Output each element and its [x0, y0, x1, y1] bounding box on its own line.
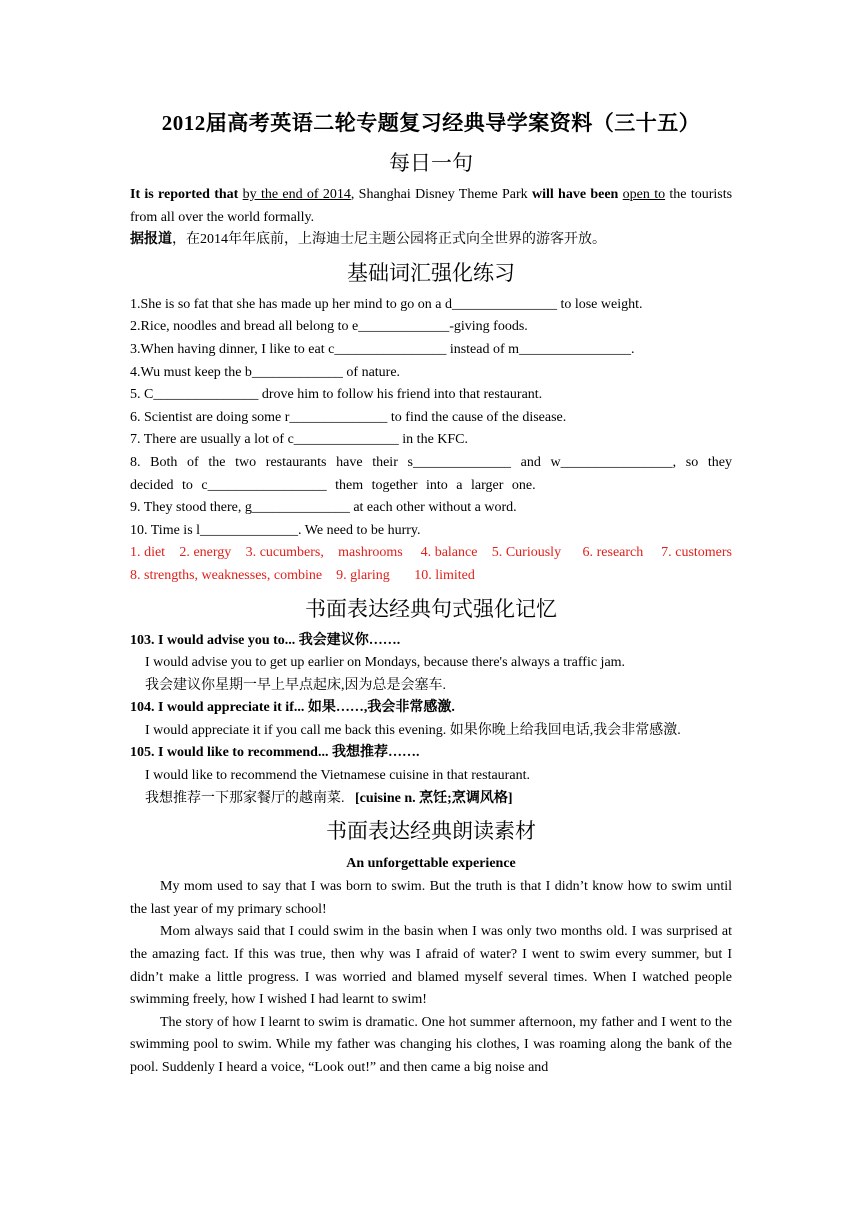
vocab-item: 2.Rice, noodles and bread all belong to e_____________-giving foods.: [130, 319, 528, 335]
document-page: [130, 108, 746, 1080]
daily-phrase-2: by the end of 2014: [242, 187, 351, 202]
pattern-example: I would advise you to get up earlier on Mondays, because there's always a traffic jam.: [145, 655, 626, 671]
pattern-example: I would like to recommend the Vietnamese cuisine in that restaurant.: [145, 768, 530, 784]
vocab-item: 1.She is so fat that she has made up her mind to go on a d_______________ to lose weight.: [130, 296, 643, 312]
daily-sentence-english: [130, 184, 732, 229]
daily-phrase-4: will have been: [531, 187, 619, 202]
vocab-item: 3.When having dinner, I like to eat c________________ instead of m________________.: [130, 341, 635, 357]
essay-title: An unforgettable experience: [346, 856, 516, 872]
vocab-item: 10. Time is l______________. We need to be hurry.: [130, 522, 421, 538]
pattern-head: 103. I would advise you to... 我会建议你…….: [130, 632, 401, 648]
daily-sentence-heading: 每日一句: [389, 151, 473, 175]
daily-phrase-1: It is reported that: [130, 187, 239, 202]
document-title: 2012届高考英语二轮专题复习经典导学案资料（三十五）: [161, 111, 701, 135]
pattern-head: 104. I would appreciate it if... 如果……,我会非常感激.: [130, 700, 455, 716]
vocab-item: 5. C_______________ drove him to follow his friend into that restaurant.: [130, 387, 543, 403]
essay-paragraph: The story of how I learnt to swim is dramatic. One hot summer afternoon, my father and I went to the swimming pool to swim. While my father was changing his clothes, I was roaming along the bank of the pool. Suddenly I heard a voice, “Look out!” and then came a big noise and: [130, 1014, 732, 1075]
vocab-item: 6. Scientist are doing some r______________ to find the cause of the disease.: [130, 409, 567, 425]
pattern-translation: 我会建议你星期一早上早点起床,因为总是会塞车.: [145, 677, 446, 693]
daily-phrase-6: the tourists from all over the world formally.: [130, 187, 733, 225]
pattern-note: [cuisine n. 烹饪;烹调风格]: [355, 790, 513, 806]
reading-heading: 书面表达经典朗读素材: [326, 819, 536, 844]
daily-cn-bold: 据报道: [130, 232, 172, 248]
pattern-head: 105. I would like to recommend... 我想推荐…….: [130, 745, 420, 761]
essay-paragraph: My mom used to say that I was born to swim. But the truth is that I didn’t know how to swim until the last year of my primary school!: [130, 879, 732, 917]
patterns-heading: 书面表达经典句式强化记忆: [305, 596, 557, 621]
vocab-item: 8. Both of the two restaurants have their s______________ and w________________, so they decided to c_________________ them together into a larger one.: [130, 454, 732, 493]
vocab-item: 9. They stood there, g______________ at each other without a word.: [130, 500, 517, 516]
vocab-answers: 1. diet 2. energy 3. cucumbers, mashrooms 4. balance 5. Curiously 6. research 7. customers 8. strengths, weaknesses, combine 9. glaring 10. limited: [130, 545, 746, 583]
pattern-cn: 我想推荐一下那家餐厅的越南菜.: [145, 790, 355, 806]
vocab-heading: 基础词汇强化练习: [347, 260, 515, 285]
pattern-translation: [130, 788, 732, 811]
vocab-item: 4.Wu must keep the b_____________ of nature.: [130, 364, 401, 380]
daily-phrase-5: open to: [622, 187, 666, 202]
vocab-item: 7. There are usually a lot of c_______________ in the KFC.: [130, 432, 469, 448]
pattern-example: I would appreciate it if you call me back this evening. 如果你晚上给我回电话,我会非常感激.: [145, 722, 681, 738]
daily-phrase-3: , Shanghai Disney Theme Park: [350, 187, 528, 202]
essay-paragraph: Mom always said that I could swim in the basin when I was only two months old. I was surprised at the amazing fact. If this was true, then why was I afraid of water? I went to swim every summer, but I didn’t make a little progress. I was worried and blamed myself several times. When I watched people swimming freely, how I wished I had learnt to swim!: [130, 924, 732, 1008]
daily-sentence-chinese: [130, 229, 732, 252]
daily-cn-rest: ，在2014年年底前，上海迪士尼主题公园将正式向全世界的游客开放。: [172, 232, 606, 248]
